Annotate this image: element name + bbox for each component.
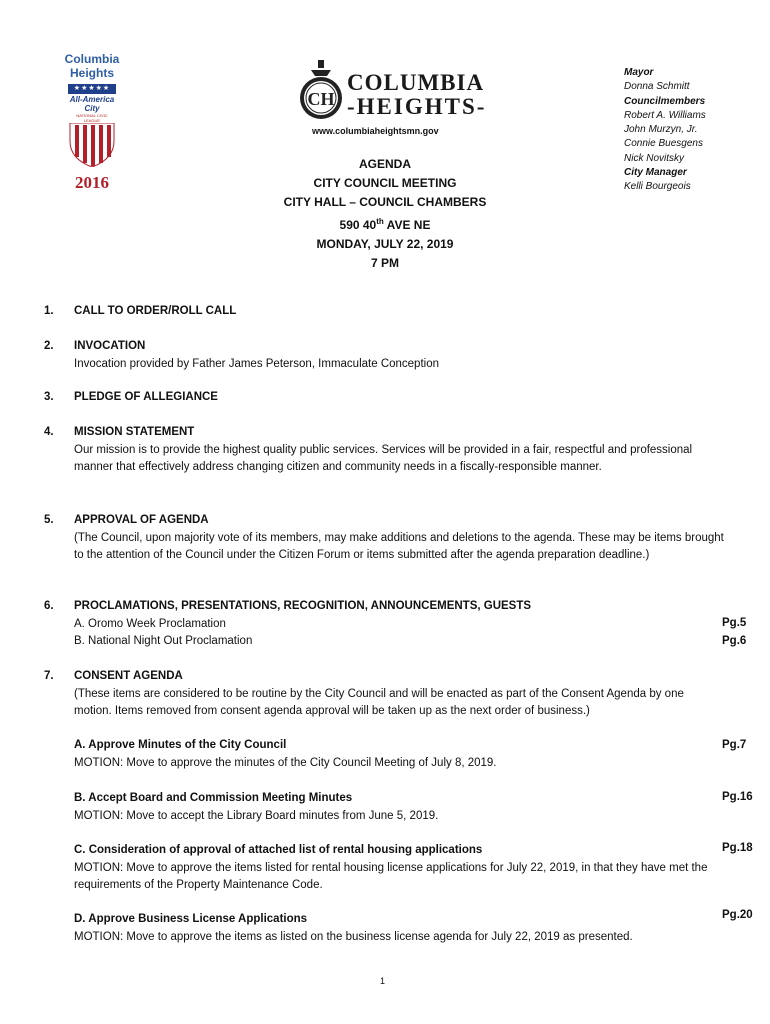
page-number: 1 xyxy=(380,976,386,986)
item-title: CALL TO ORDER/ROLL CALL xyxy=(74,305,237,317)
item-title: MISSION STATEMENT xyxy=(74,426,195,438)
consent-item-b xyxy=(74,790,714,825)
header-date: MONDAY, JULY 22, 2019 xyxy=(316,237,454,251)
item-text: (The Council, upon majority vote of its members, may make additions and deletions to the agenda. These may be items brought to the attention of the Council under the Citizen Forum or items submitted after the agenda preparation deadline.) xyxy=(74,531,724,561)
page-ref-7d: Pg.20 xyxy=(722,909,753,921)
header-meeting: CITY COUNCIL MEETING xyxy=(313,176,457,190)
item-title: INVOCATION xyxy=(74,340,146,352)
item-number: 2. xyxy=(44,340,54,352)
badge-stars: ★★★★★ xyxy=(68,84,116,94)
shield-stripes-icon xyxy=(68,123,116,167)
mayor-title: Mayor xyxy=(624,67,654,78)
consent-item-motion: MOTION: Move to approve the minutes of the City Council Meeting of July 8, 2019. xyxy=(74,756,497,769)
logo-line2: -HEIGHTS- xyxy=(347,94,487,119)
header-address xyxy=(220,212,550,235)
item-title: PLEDGE OF ALLEGIANCE xyxy=(74,391,218,403)
councilmember-name: John Murzyn, Jr. xyxy=(624,124,698,136)
page-ref-6b: Pg.6 xyxy=(722,635,747,647)
consent-item-c xyxy=(74,842,714,895)
proclamation-b: B. National Night Out Proclamation xyxy=(74,635,253,647)
city-manager-name: Kelli Bourgeois xyxy=(624,181,691,193)
badge-year: 2016 xyxy=(75,173,109,192)
badge-title-line2: Heights xyxy=(69,66,114,80)
logo-line1: COLUMBIA xyxy=(347,70,485,95)
councilmember-name: Robert A. Williams xyxy=(624,109,706,121)
header-time: 7 PM xyxy=(370,256,399,270)
badge-title-line1: Columbia xyxy=(64,52,120,66)
consent-item-a xyxy=(74,737,714,772)
page-ref-7c: Pg.18 xyxy=(722,842,753,854)
item-number: 5. xyxy=(44,514,54,526)
item-title: PROCLAMATIONS, PRESENTATIONS, RECOGNITION, ANNOUNCEMENTS, GUESTS xyxy=(74,600,532,612)
badge-award-small: NATIONAL CIVIC LEAGUE xyxy=(76,113,108,123)
agenda-header xyxy=(220,155,550,273)
item-number: 3. xyxy=(44,391,54,403)
header-agenda: AGENDA xyxy=(358,157,411,171)
consent-item-title: C. Consideration of approval of attached list of rental housing applications xyxy=(74,844,483,856)
item-title: APPROVAL OF AGENDA xyxy=(74,514,209,526)
item-number: 7. xyxy=(44,670,54,682)
item-number: 6. xyxy=(44,600,54,612)
item-text: Invocation provided by Father James Peterson, Immaculate Conception xyxy=(74,357,439,370)
consent-item-motion: MOTION: Move to approve the items as listed on the business license agenda for July 22, 2019 as presented. xyxy=(74,930,633,943)
item-number: 1. xyxy=(44,305,54,317)
proclamation-a: A. Oromo Week Proclamation xyxy=(74,617,226,630)
address-suffix: th xyxy=(376,217,384,226)
item-text: Our mission is to provide the highest quality public services. Services will be provided in a fair, respectful and professional manner that effectively address changing citizen and community needs in a fiscally-responsible manner. xyxy=(74,443,693,473)
item-title: CONSENT AGENDA xyxy=(74,670,183,682)
page-ref-6a: Pg.5 xyxy=(722,617,747,629)
header-location: CITY HALL – COUNCIL CHAMBERS xyxy=(283,195,487,209)
consent-item-motion: MOTION: Move to accept the Library Board minutes from June 5, 2019. xyxy=(74,809,439,822)
consent-item-d xyxy=(74,911,714,946)
item-text: (These items are considered to be routine by the City Council and will be enacted as part of the Consent Agenda by one motion. Items removed from consent agenda approval will be taken up as the next order of business.) xyxy=(74,687,684,717)
page-ref-7a: Pg.7 xyxy=(722,739,747,751)
item-number: 4. xyxy=(44,426,54,438)
consent-item-title: A. Approve Minutes of the City Council xyxy=(74,739,287,751)
consent-item-title: B. Accept Board and Commission Meeting Minutes xyxy=(74,792,353,804)
website-link[interactable]: www.columbiaheightsmn.gov xyxy=(312,126,439,136)
address-number: 590 40 xyxy=(339,218,377,232)
city-manager-title: City Manager xyxy=(624,167,687,179)
logo-wordmark xyxy=(347,70,486,120)
all-america-city-badge xyxy=(52,52,132,192)
badge-award: All-America City xyxy=(69,95,115,113)
consent-item-motion: MOTION: Move to approve the items listed for rental housing license applications for July 22, 2019, in that they have met the requirements of the Property Maintenance Code. xyxy=(74,861,708,891)
address-street: AVE NE xyxy=(383,218,431,232)
councilmember-name: Nick Novitsky xyxy=(624,152,685,164)
mayor-name: Donna Schmitt xyxy=(624,81,690,93)
svg-text:CH: CH xyxy=(307,89,335,109)
clock-tower-icon xyxy=(297,60,345,130)
page-ref-7b: Pg.16 xyxy=(722,791,753,803)
officials-list xyxy=(624,66,706,195)
councilmembers-title: Councilmembers xyxy=(624,95,706,107)
councilmember-name: Connie Buesgens xyxy=(624,138,703,150)
consent-item-title: D. Approve Business License Applications xyxy=(74,913,308,925)
